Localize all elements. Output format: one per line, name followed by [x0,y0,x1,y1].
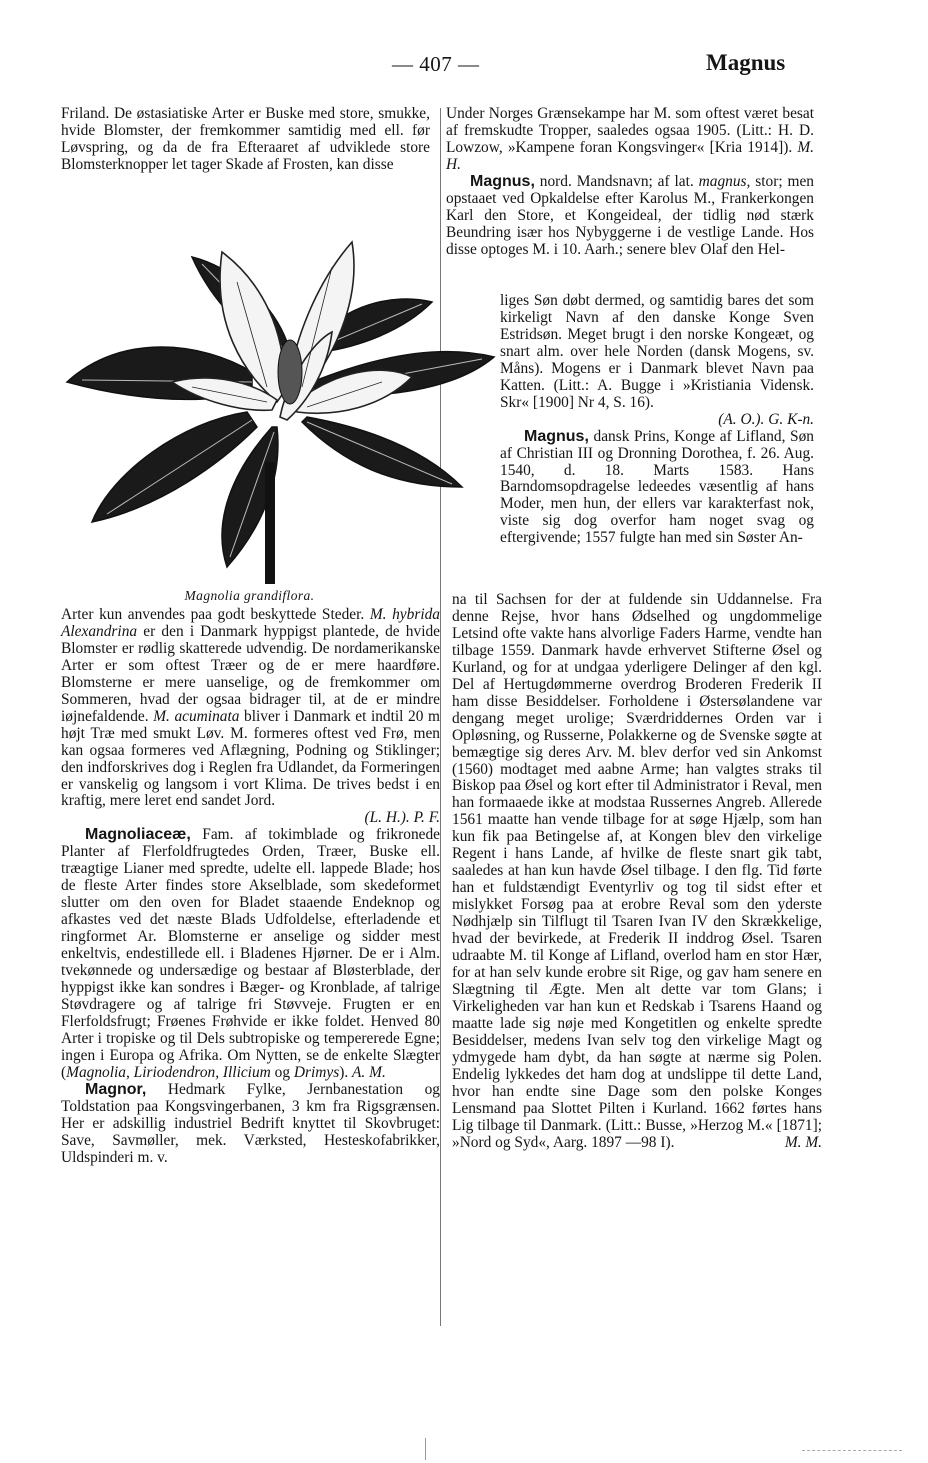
headword-magnor: Magnor, [85,1080,147,1098]
signature-magnor: M. H. [446,138,814,173]
magnolia-illustration [62,222,500,584]
footer-mark [425,1438,426,1460]
entry-magnor: Magnor, Hedmark Fylke, Jernbanestation og Toldstation paa Kongsvingerbanen, 3 km fra Rigsgrænsen. Her er adskillig industriel Bedrift knyttet til Skovbruget: Save, Savmøller, mek. Værksted, Hesteskofabrikker, Uldspinderi m. v. [61,1080,440,1166]
paragraph-magnus-prince-cont: na til Sachsen for der at fuldende sin Uddannelse. Fra denne Rejse, hvor hans Ødselhed og ungdommelige Letsind ofte vakte hans alvorlige Faders Harme, vendte han tilbage 1559. Danmark havde erhvervet Stifterne Øsel og Kurland, og for at undgaa yderligere Delinger af den kgl. Del af Hertugdømmerne overdrog Broderen Frederik II ham disse Besiddelser. Forholdene i Østersølandene var dengang meget urolige; Sværdriddernes Orden var i Opløsning, og Russerne, Polakkerne og de Svenske søgte at bemægtige sig deres Arv. M. blev derfor ved sin Ankomst (1560) modtaget med aabne Arme; han valgtes straks til Biskop paa Øsel og kort efter til Administrator i Reval, men han formaaede ikke at modstaa Russernes Angreb. Allerede 1561 maatte han vende tilbage for at søge Hjælp, som han kun fik paa Betingelse af, at Kongen blev den virkelige Regent i hans Lande, af hvilke de fleste snart gik tabt, saaledes at han kun havde Øsel tilbage. I den flg. Tid førte han et fuldstændigt Eventyrliv og tog til sidst efter et mislykket Forsøg paa at erobre Reval som den yderste Nødhjælp sin Tilflugt til Tsaren Ivan IV den Skrækkelige, hvad der bevirkede, at Frederik II inddrog Øsel. Tsaren udraabte M. til Konge af Lifland, overlod ham en stor Hær, for at han selv kunde erobre sit Rige, og gav ham senere en Slægtning til Ægte. Men alt dette var tom Glans; i Virkeligheden var han kun et Redskab i Tsarens Haand og maatte lade sig nøje med Kongetitlen og enkelte spredte Besiddelser, medens Ivan selv tog den virkelige Magt og ydmygede ham dybt, da han søgte at nærme sig Polen. Endelig lykkedes det ham dog at undslippe til dette Land, hvor han endte sine Dage som den polske Konges Lensmand paa Slottet Pilten i Kurland. 1662 førtes hans Lig tilbage til Danmark. (Litt.: Busse, »Herzog M.« [1871]; »Nord og Syd«, Aarg. 1897 —98 I). M. M. [452,591,822,1151]
signature-magnus-prince: M. M. [784,1133,822,1151]
paragraph-friland: Friland. De østasiatiske Arter er Buske med store, smukke, hvide Blomster, der fremkommer samtidig med ell. før Løvspring, og da de fra Efteraaret af udviklede store Blomsterknopper let tager Skade af Frosten, kan disse [61,105,430,173]
signature-magnus-name: (A. O.). G. K-n. [718,410,814,428]
page-number: — 407 — [392,52,480,76]
page-header [0,0,928,100]
paragraph-magnor-cont: Under Norges Grænsekampe har M. som oftest været besat af fremskudte Tropper, saaledes ogsaa 1905. (Litt.: H. D. Lowzow, »Kampene foran Kongsvinger« [Kria 1914]). M. H. [446,105,814,173]
running-head: Magnus [706,50,786,75]
headword-magnoliaceae: Magnoliaceæ, [85,826,191,844]
figure-caption: Magnolia grandiflora. [184,588,315,603]
entry-magnus-name: Magnus, nord. Mandsnavn; af lat. magnus, stor; men opstaaet ved Opkaldelse efter Karolus M., Frankerkongen Karl den Store, et Kongeideal, der tidlig nød stærk Beundring især hos Nybyggerne i de vestlige Lande. Hos disse optoges M. i 10. Aarh.; senere blev Olaf den Hel- [446,172,814,258]
signature-magnolia: (L. H.). P. F. [364,809,440,827]
right-column-bottom [452,592,822,1151]
paragraph-magnolia-cont: Arter kun anvendes paa godt beskyttede Steder. M. hybrida Alexandrina er den i Danmark hyppigst plantede, de hvide Blomster er rødlig skatterede udvendig. De nordamerikanske Arter er som oftest Træer og de er mere haardføre. Blomsterne er mere uanselige, og de fremkommer om Sommeren, hvad der ogsaa bidrager til, at de er mindre iøjnefaldende. M. acuminata bliver i Danmark et indtil 20 m højt Træ med smukt Løv. M. formeres oftest ved Frø, men kan ogsaa formeres ved Aflægning, Podning og Stiklinger; den indforskrives dog i Reglen fra Udlandet, da Formeringen er vanskelig og langsom i vort Klima. De trives bedst i en kraftig, mere leret end sandet Jord. [61,606,441,810]
headword-magnus-prince: Magnus, [524,427,589,445]
entry-magnus-prince: Magnus, dansk Prins, Konge af Lifland, Søn af Christian III og Dronning Dorothea, f. 26. Aug. 1540, d. 18. Marts 1583. Hans Barndomsopdragelse ledeedes væsentlig af hans Moder, men hun, der ellers var karakterfast nok, viste sig dog overfor ham noget svag og eftergivende; 1557 fulgte han med sin Søster An- [500,427,814,547]
left-column-top [61,106,430,174]
footer-rule [802,1450,902,1457]
paragraph-magnus-name-cont: liges Søn døbt dermed, og samtidig bares det som kirkeligt Navn af den danske Konge Sven Estridsøn. Meget brugt i den norske Kongeæt, og snart alm. over hele Norden (dansk Mogens, sv. Måns). Mogens er i Danmark blevet Navn paa Katten. (Litt.: A. Bugge i »Kristiania Vidensk. Skr« [1900] Nr 4, S. 16). [500,292,814,411]
signature-magnoliaceae: A. M. [352,1063,386,1081]
left-column-bottom [61,607,440,1166]
right-column-top [446,106,814,259]
entry-magnoliaceae: Magnoliaceæ, Fam. af tokimblade og frikronede Planter af Flerfoldfrugtedes Orden, Træer, Buske ell. træagtige Lianer med spredte, udelte ell. lappede Blade; hos de fleste Arter findes store Akselblade, som skedeformet slutter om den oven for Bladet staaende Endeknop og afkastes ved det næste Blads Udfoldelse, efterladende et ringformet Ar. Blomsterne er anselige og sidder mest enkeltvis, endestillede ell. i Bladenes Hjørner. De er i Alm. tvekønnede og undersædige og bestaar af Bløsterblade, der hyppigst ikke kan sondres i Bæger- og Kronblade, af talrige Støvdragere og af talrige fri Støvveje. Frugten er en Flerfoldsfrugt; Frøenes Frøhvide er ikke foldet. Henved 80 Arter i tropiske og til Dels subtropiske og tempererede Egne; ingen i Europa og Afrika. Om Nytten, se de enkelte Slægter (Magnolia, Liriodendron, Illicium og Drimys). A. M. [61,826,440,1081]
right-column-wrap [500,293,814,547]
headword-magnus-name: Magnus, [470,172,535,190]
